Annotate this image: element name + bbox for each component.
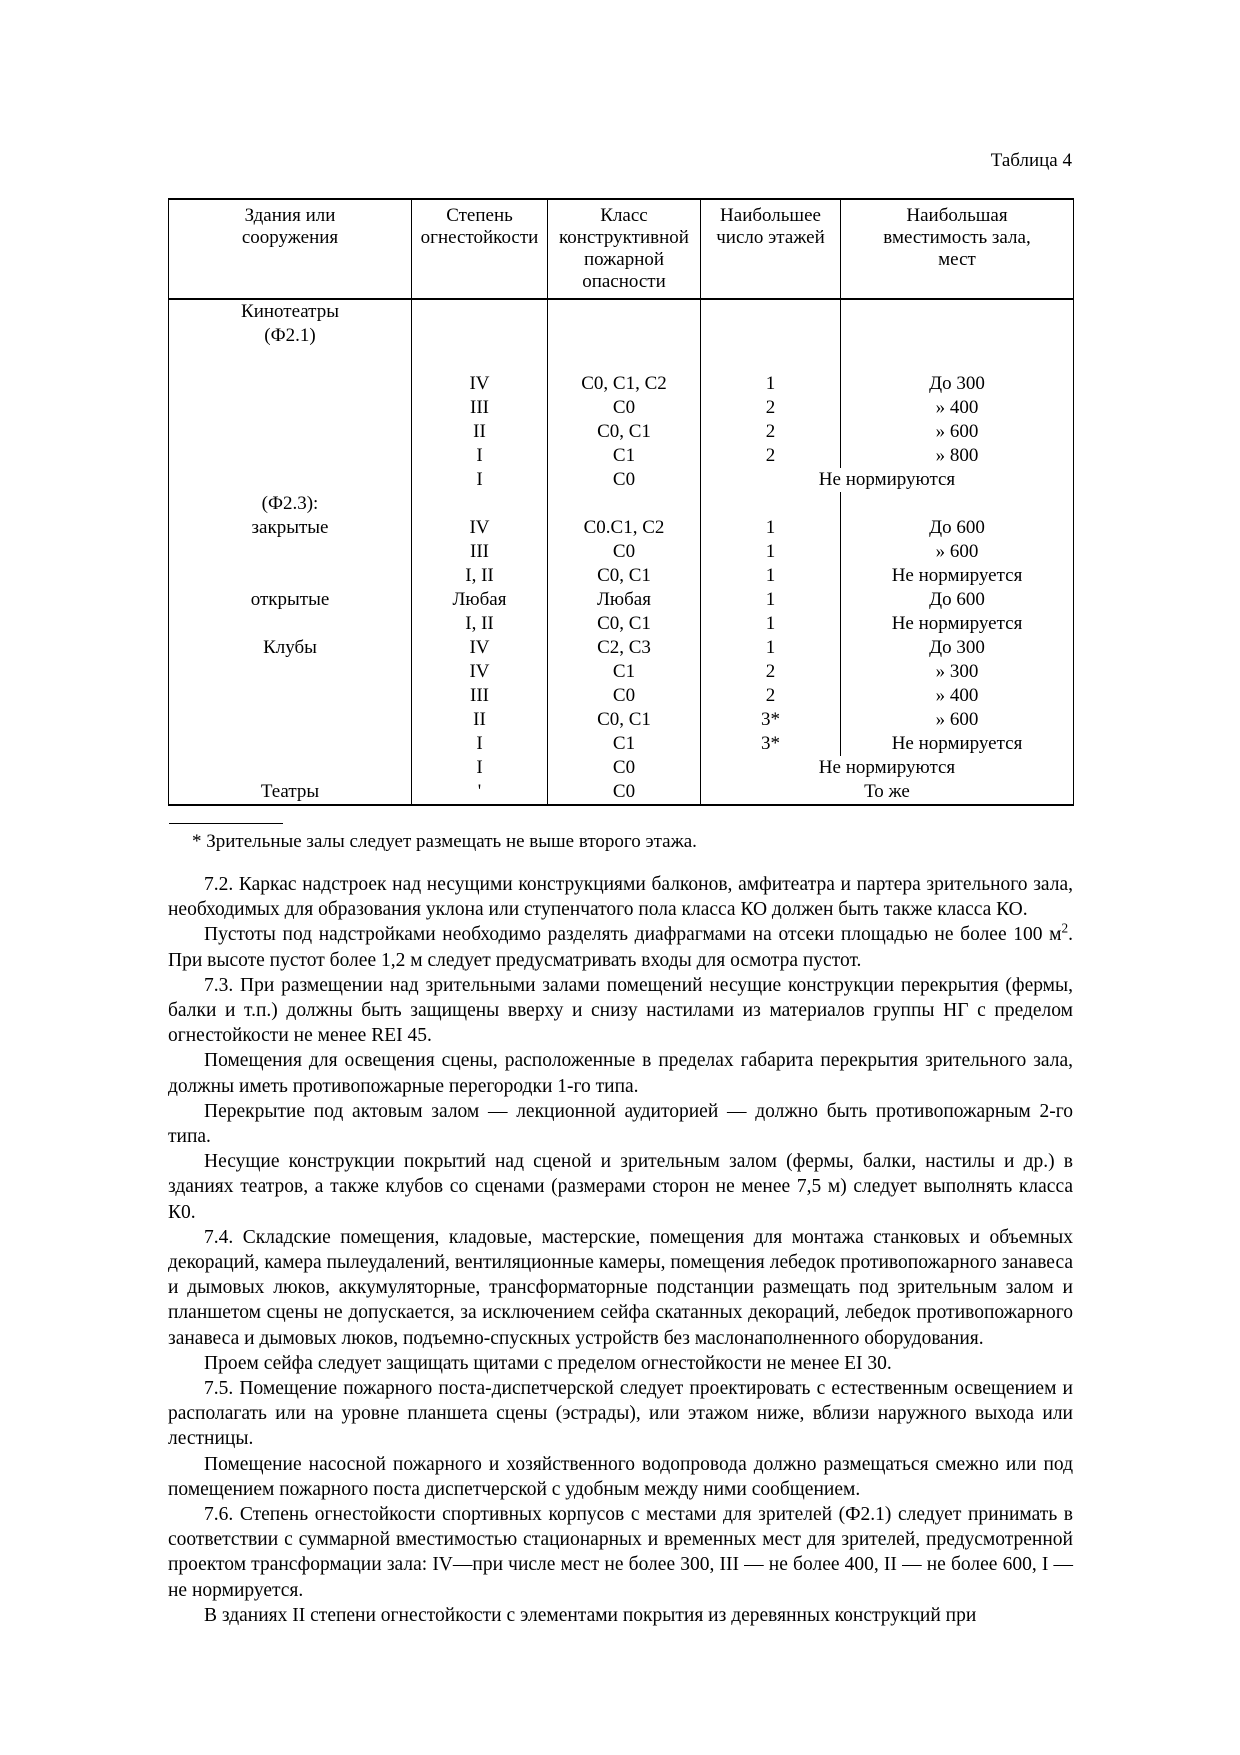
table-row: [169, 732, 1074, 756]
table-row: [169, 660, 1074, 684]
header-line: Степень: [446, 205, 513, 226]
cell-max-floors: [701, 492, 841, 516]
cell-fire-degree: I, II: [412, 564, 548, 588]
cell-max-capacity: Не нормируется: [841, 564, 1074, 588]
cell-max-floors: 2: [701, 396, 841, 420]
header-line: огнестойкости: [420, 227, 539, 248]
cell-building: [169, 660, 412, 684]
column-header-buildings: [169, 199, 412, 299]
cell-construction-class: С0, С1: [548, 612, 701, 636]
cell-max-capacity: » 400: [841, 396, 1074, 420]
paragraph: В зданиях II степени огнестойкости с элементами покрытия из деревянных конструкций при: [204, 1604, 977, 1626]
paragraph: 7.3. При размещении над зрительными залами помещений несущие конструкции перекрытия (фермы, балки и т.п.) должны быть защищены вверху и снизу настилами из материалов группы НГ с пределом огнестойкости не менее REI 45.: [168, 974, 1073, 1047]
cell-max-capacity: » 800: [841, 444, 1074, 468]
cell-max-capacity: [841, 299, 1074, 324]
cell-fire-degree: [412, 299, 548, 324]
cell-max-floors: [701, 324, 841, 348]
cell-fire-degree: ': [412, 780, 548, 805]
cell-building: Кинотеатры: [169, 299, 412, 324]
column-header-construction-class: [548, 199, 701, 299]
table-row: [169, 756, 1074, 780]
cell-fire-degree: III: [412, 684, 548, 708]
fire-resistance-table: [168, 198, 1074, 806]
cell-construction-class: С1: [548, 444, 701, 468]
cell-fire-degree: IV: [412, 660, 548, 684]
table-row: [169, 516, 1074, 540]
cell-construction-class: [548, 348, 701, 372]
cell-fire-degree: [412, 348, 548, 372]
table-row: [169, 324, 1074, 348]
cell-fire-degree: III: [412, 540, 548, 564]
cell-max-capacity: Не нормируется: [841, 612, 1074, 636]
cell-building: [169, 732, 412, 756]
cell-max-floors: 1: [701, 516, 841, 540]
cell-building: [169, 708, 412, 732]
cell-max-floors: 1: [701, 372, 841, 396]
cell-building: открытые: [169, 588, 412, 612]
table-caption: Таблица 4: [990, 150, 1072, 171]
cell-construction-class: [548, 492, 701, 516]
header-line: число этажей: [716, 227, 825, 248]
cell-max-floors: 1: [701, 540, 841, 564]
cell-max-capacity: До 600: [841, 588, 1074, 612]
cell-max-floors: 1: [701, 612, 841, 636]
cell-construction-class: Любая: [548, 588, 701, 612]
cell-building: [169, 564, 412, 588]
cell-fire-degree: III: [412, 396, 548, 420]
paragraph: 7.4. Складские помещения, кладовые, мастерские, помещения для монтажа станковых и объемных декораций, камера пылеудалений, вентиляционные камеры, помещения лебедок противопожарного занавеса и дымовых люков, аккумуляторные, трансформаторные подстанции размещать под зрительным залом и планшетом сцены не допускается, за исключением сейфа скатанных декораций, лебедок противопожарного занавеса и дымовых люков, подъемно-спускных устройств без маслонаполненного оборудования.: [168, 1226, 1073, 1349]
footnote-text: * Зрительные залы следует размещать не выше второго этажа.: [192, 831, 697, 852]
header-line: Здания или: [244, 205, 336, 226]
superscript-two: 2: [1061, 920, 1069, 936]
cell-max-floors: 2: [701, 660, 841, 684]
cell-building: [169, 444, 412, 468]
cell-max-capacity: » 600: [841, 540, 1074, 564]
cell-max-capacity: » 400: [841, 684, 1074, 708]
cell-construction-class: С0: [548, 756, 701, 780]
cell-span-note: Не нормируются: [701, 468, 1074, 492]
cell-building: [169, 420, 412, 444]
cell-max-capacity: [841, 324, 1074, 348]
cell-building: закрытые: [169, 516, 412, 540]
cell-building: Клубы: [169, 636, 412, 660]
cell-fire-degree: I: [412, 444, 548, 468]
cell-fire-degree: IV: [412, 636, 548, 660]
cell-max-capacity: » 600: [841, 420, 1074, 444]
cell-max-floors: 1: [701, 636, 841, 660]
cell-max-floors: 2: [701, 420, 841, 444]
cell-max-floors: 3*: [701, 732, 841, 756]
table-row: [169, 372, 1074, 396]
cell-max-capacity: Не нормируется: [841, 732, 1074, 756]
cell-fire-degree: I: [412, 732, 548, 756]
cell-building: [169, 756, 412, 780]
table-row: [169, 564, 1074, 588]
cell-max-floors: 2: [701, 684, 841, 708]
cell-max-capacity: До 600: [841, 516, 1074, 540]
cell-building: Театры: [169, 780, 412, 805]
cell-max-capacity: » 300: [841, 660, 1074, 684]
cell-building: [169, 396, 412, 420]
column-header-fire-degree: [412, 199, 548, 299]
cell-span-note: То же: [701, 780, 1074, 805]
paragraph: Проем сейфа следует защищать щитами с пределом огнестойкости не менее EI 30.: [204, 1352, 892, 1374]
cell-fire-degree: II: [412, 708, 548, 732]
table-header: [169, 199, 1074, 299]
cell-construction-class: С0, С1: [548, 564, 701, 588]
table-row: [169, 420, 1074, 444]
cell-construction-class: С2, С3: [548, 636, 701, 660]
paragraph: Помещения для освещения сцены, расположенные в пределах габарита перекрытия зрительного зала, должны иметь противопожарные перегородки 1-го типа.: [168, 1050, 1073, 1097]
cell-max-floors: 1: [701, 588, 841, 612]
paragraph: Перекрытие под актовым залом — лекционной аудиторией — должно быть противопожарным 2-го типа.: [168, 1100, 1073, 1148]
table-row: [169, 444, 1074, 468]
header-line: сооружения: [241, 227, 339, 248]
table-row: [169, 780, 1074, 805]
cell-construction-class: С1: [548, 660, 701, 684]
body-text-block: [168, 872, 1073, 1628]
cell-fire-degree: IV: [412, 372, 548, 396]
cell-building: [169, 684, 412, 708]
footnote-divider: [169, 823, 283, 824]
table-row: [169, 492, 1074, 516]
header-line: вместимость зала,: [883, 227, 1031, 248]
cell-fire-degree: I, II: [412, 612, 548, 636]
cell-span-note: Не нормируются: [701, 756, 1074, 780]
paragraph: Помещение насосной пожарного и хозяйственного водопровода должно размещаться смежно или под помещением пожарного поста диспетчерской с удобным между ними сообщением.: [168, 1453, 1073, 1500]
page-content: [168, 0, 1073, 1628]
header-line: Наибольшая: [906, 205, 1008, 226]
paragraph: 7.5. Помещение пожарного поста-диспетчерской следует проектировать с естественным освещением и располагать или на уровне планшета сцены (эстрады), или этажом ниже, вблизи наружного выхода или лестницы.: [168, 1378, 1073, 1450]
cell-fire-degree: II: [412, 420, 548, 444]
cell-fire-degree: I: [412, 756, 548, 780]
column-header-max-capacity: [841, 199, 1074, 299]
cell-max-floors: [701, 299, 841, 324]
header-line: конструктивной: [559, 227, 689, 248]
cell-construction-class: С0, С1, С2: [548, 372, 701, 396]
cell-max-capacity: [841, 492, 1074, 516]
cell-construction-class: С0: [548, 540, 701, 564]
table-body: [169, 299, 1074, 805]
cell-building: [169, 468, 412, 492]
table-row: [169, 299, 1074, 324]
cell-construction-class: С0.С1, С2: [548, 516, 701, 540]
cell-max-capacity: » 600: [841, 708, 1074, 732]
cell-fire-degree: Любая: [412, 588, 548, 612]
paragraph: 7.6. Степень огнестойкости спортивных корпусов с местами для зрителей (Ф2.1) следует принимать в соответствии с суммарной вместимостью стационарных и временных мест для зрителей, предусмотренной проектом трансформации зала: IV—при числе мест не более 300, III — не более 400, II — не более 600, I — не нормируется.: [168, 1504, 1073, 1601]
table-row: [169, 612, 1074, 636]
header-line: Класс: [600, 205, 648, 226]
paragraph: 7.2. Каркас надстроек над несущими конструкциями балконов, амфитеатра и партера зрительного зала, необходимых для образования уклона или ступенчатого пола класса КО должен быть также класса КО.: [168, 874, 1073, 921]
cell-fire-degree: IV: [412, 516, 548, 540]
cell-max-floors: 3*: [701, 708, 841, 732]
cell-max-capacity: До 300: [841, 372, 1074, 396]
cell-max-floors: [701, 348, 841, 372]
cell-building: (Ф2.1): [169, 324, 412, 348]
cell-construction-class: С0: [548, 468, 701, 492]
table-row: [169, 708, 1074, 732]
cell-construction-class: [548, 324, 701, 348]
cell-building: [169, 348, 412, 372]
cell-building: [169, 540, 412, 564]
cell-fire-degree: [412, 324, 548, 348]
cell-construction-class: С1: [548, 732, 701, 756]
cell-construction-class: С0: [548, 780, 701, 805]
table-row: [169, 588, 1074, 612]
table-header-row: [169, 199, 1074, 299]
cell-construction-class: С0: [548, 396, 701, 420]
table-row: [169, 540, 1074, 564]
paragraph: Пустоты под надстройками необходимо разделять диафрагмами на отсеки площадью не более 100 $м^2$. При высоте пустот более 1,2 м следует предусматривать входы для осмотра пустот.: [168, 920, 1073, 971]
header-line: Наибольшее: [720, 205, 821, 226]
cell-max-capacity: До 300: [841, 636, 1074, 660]
cell-building: [169, 372, 412, 396]
cell-fire-degree: [412, 492, 548, 516]
header-line: пожарной: [583, 249, 665, 270]
cell-max-floors: 1: [701, 564, 841, 588]
cell-building: [169, 612, 412, 636]
table-row: [169, 396, 1074, 420]
cell-construction-class: [548, 299, 701, 324]
table-row: [169, 468, 1074, 492]
table-row: [169, 348, 1074, 372]
cell-fire-degree: I: [412, 468, 548, 492]
paragraph: Несущие конструкции покрытий над сценой и зрительным залом (фермы, балки, настилы и др.) в зданиях театров, а также клубов со сценами (размерами сторон не менее 7,5 м) следует выполнять класса К0.: [168, 1151, 1073, 1223]
cell-max-floors: 2: [701, 444, 841, 468]
cell-building: (Ф2.3):: [169, 492, 412, 516]
column-header-max-floors: [701, 199, 841, 299]
header-line: мест: [938, 249, 976, 270]
table-row: [169, 636, 1074, 660]
cell-construction-class: С0, С1: [548, 708, 701, 732]
cell-construction-class: С0, С1: [548, 420, 701, 444]
cell-construction-class: С0: [548, 684, 701, 708]
cell-max-capacity: [841, 348, 1074, 372]
header-line: опасности: [582, 271, 666, 292]
table-row: [169, 684, 1074, 708]
